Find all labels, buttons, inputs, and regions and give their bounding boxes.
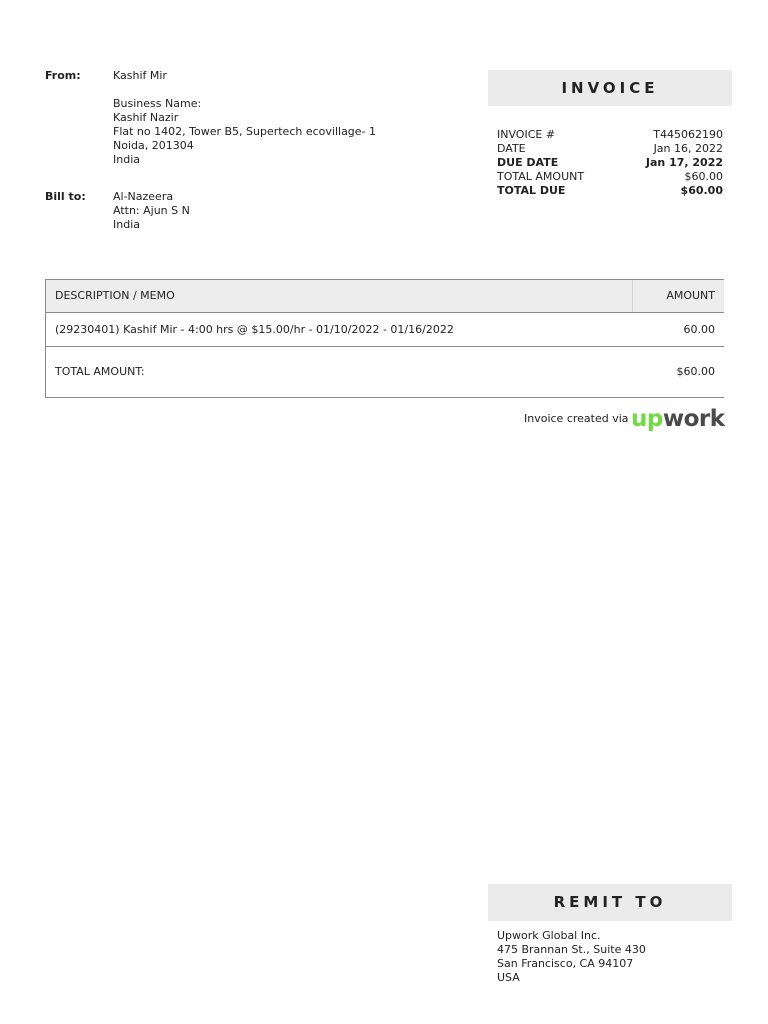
description-column-header: DESCRIPTION / MEMO [55, 289, 175, 302]
total-amount-label: TOTAL AMOUNT [497, 170, 585, 183]
row-description: (29230401) Kashif Mir - 4:00 hrs @ $15.00/hr - 01/10/2022 - 01/16/2022 [55, 322, 454, 336]
amount-column-header: AMOUNT [666, 289, 715, 302]
from-address-line2: Noida, 201304 [113, 139, 194, 152]
total-due-label: TOTAL DUE [497, 184, 566, 197]
business-name: Kashif Nazir [113, 111, 179, 124]
bill-to-attn: Attn: Ajun S N [113, 204, 190, 217]
table-total-label: TOTAL AMOUNT: [55, 365, 145, 378]
remit-line-country: USA [497, 971, 520, 984]
table-total-value: $60.00 [676, 365, 715, 378]
total-amount-row [497, 170, 723, 184]
due-date-row [497, 156, 723, 170]
business-name-label: Business Name: [113, 97, 202, 110]
bill-to-label: Bill to: [45, 190, 86, 203]
bill-to-country: India [113, 218, 140, 231]
remit-to-heading: REMIT TO [488, 884, 732, 921]
upwork-logo-text: upwork [631, 406, 725, 432]
table-total-row [46, 347, 724, 398]
remit-line-city: San Francisco, CA 94107 [497, 957, 634, 970]
due-date-value: Jan 17, 2022 [645, 156, 723, 169]
invoice-date-row [497, 142, 723, 156]
total-amount-value: $60.00 [684, 170, 723, 183]
column-divider [632, 280, 633, 312]
due-date-label: DUE DATE [497, 156, 559, 169]
bill-to-details [113, 190, 190, 232]
total-due-row [497, 184, 723, 198]
total-due-value: $60.00 [680, 184, 723, 197]
created-via-text: Invoice created via [524, 412, 629, 425]
bill-to-name: Al-Nazeera [113, 190, 174, 203]
invoice-date-label: DATE [497, 142, 526, 155]
table-header [46, 279, 724, 313]
from-label: From: [45, 69, 81, 82]
from-name: Kashif Mir [113, 69, 167, 82]
invoice-date-value: Jan 16, 2022 [653, 142, 723, 155]
remit-line-company: Upwork Global Inc. [497, 929, 601, 942]
remit-line-street: 475 Brannan St., Suite 430 [497, 943, 646, 956]
invoice-heading: INVOICE [488, 70, 732, 106]
invoice-number-row [497, 128, 723, 142]
table-row [46, 313, 724, 347]
row-amount: 60.00 [683, 322, 715, 336]
remit-to-address [497, 929, 646, 985]
from-address-line1: Flat no 1402, Tower B5, Supertech ecovillage- 1 [113, 125, 377, 138]
invoice-meta [497, 128, 723, 198]
line-items-table [45, 279, 724, 398]
invoice-number-label: INVOICE # [497, 128, 556, 141]
from-details [113, 69, 376, 167]
invoice-number-value: T445062190 [653, 128, 723, 141]
from-country: India [113, 153, 140, 166]
upwork-logo [631, 404, 725, 434]
